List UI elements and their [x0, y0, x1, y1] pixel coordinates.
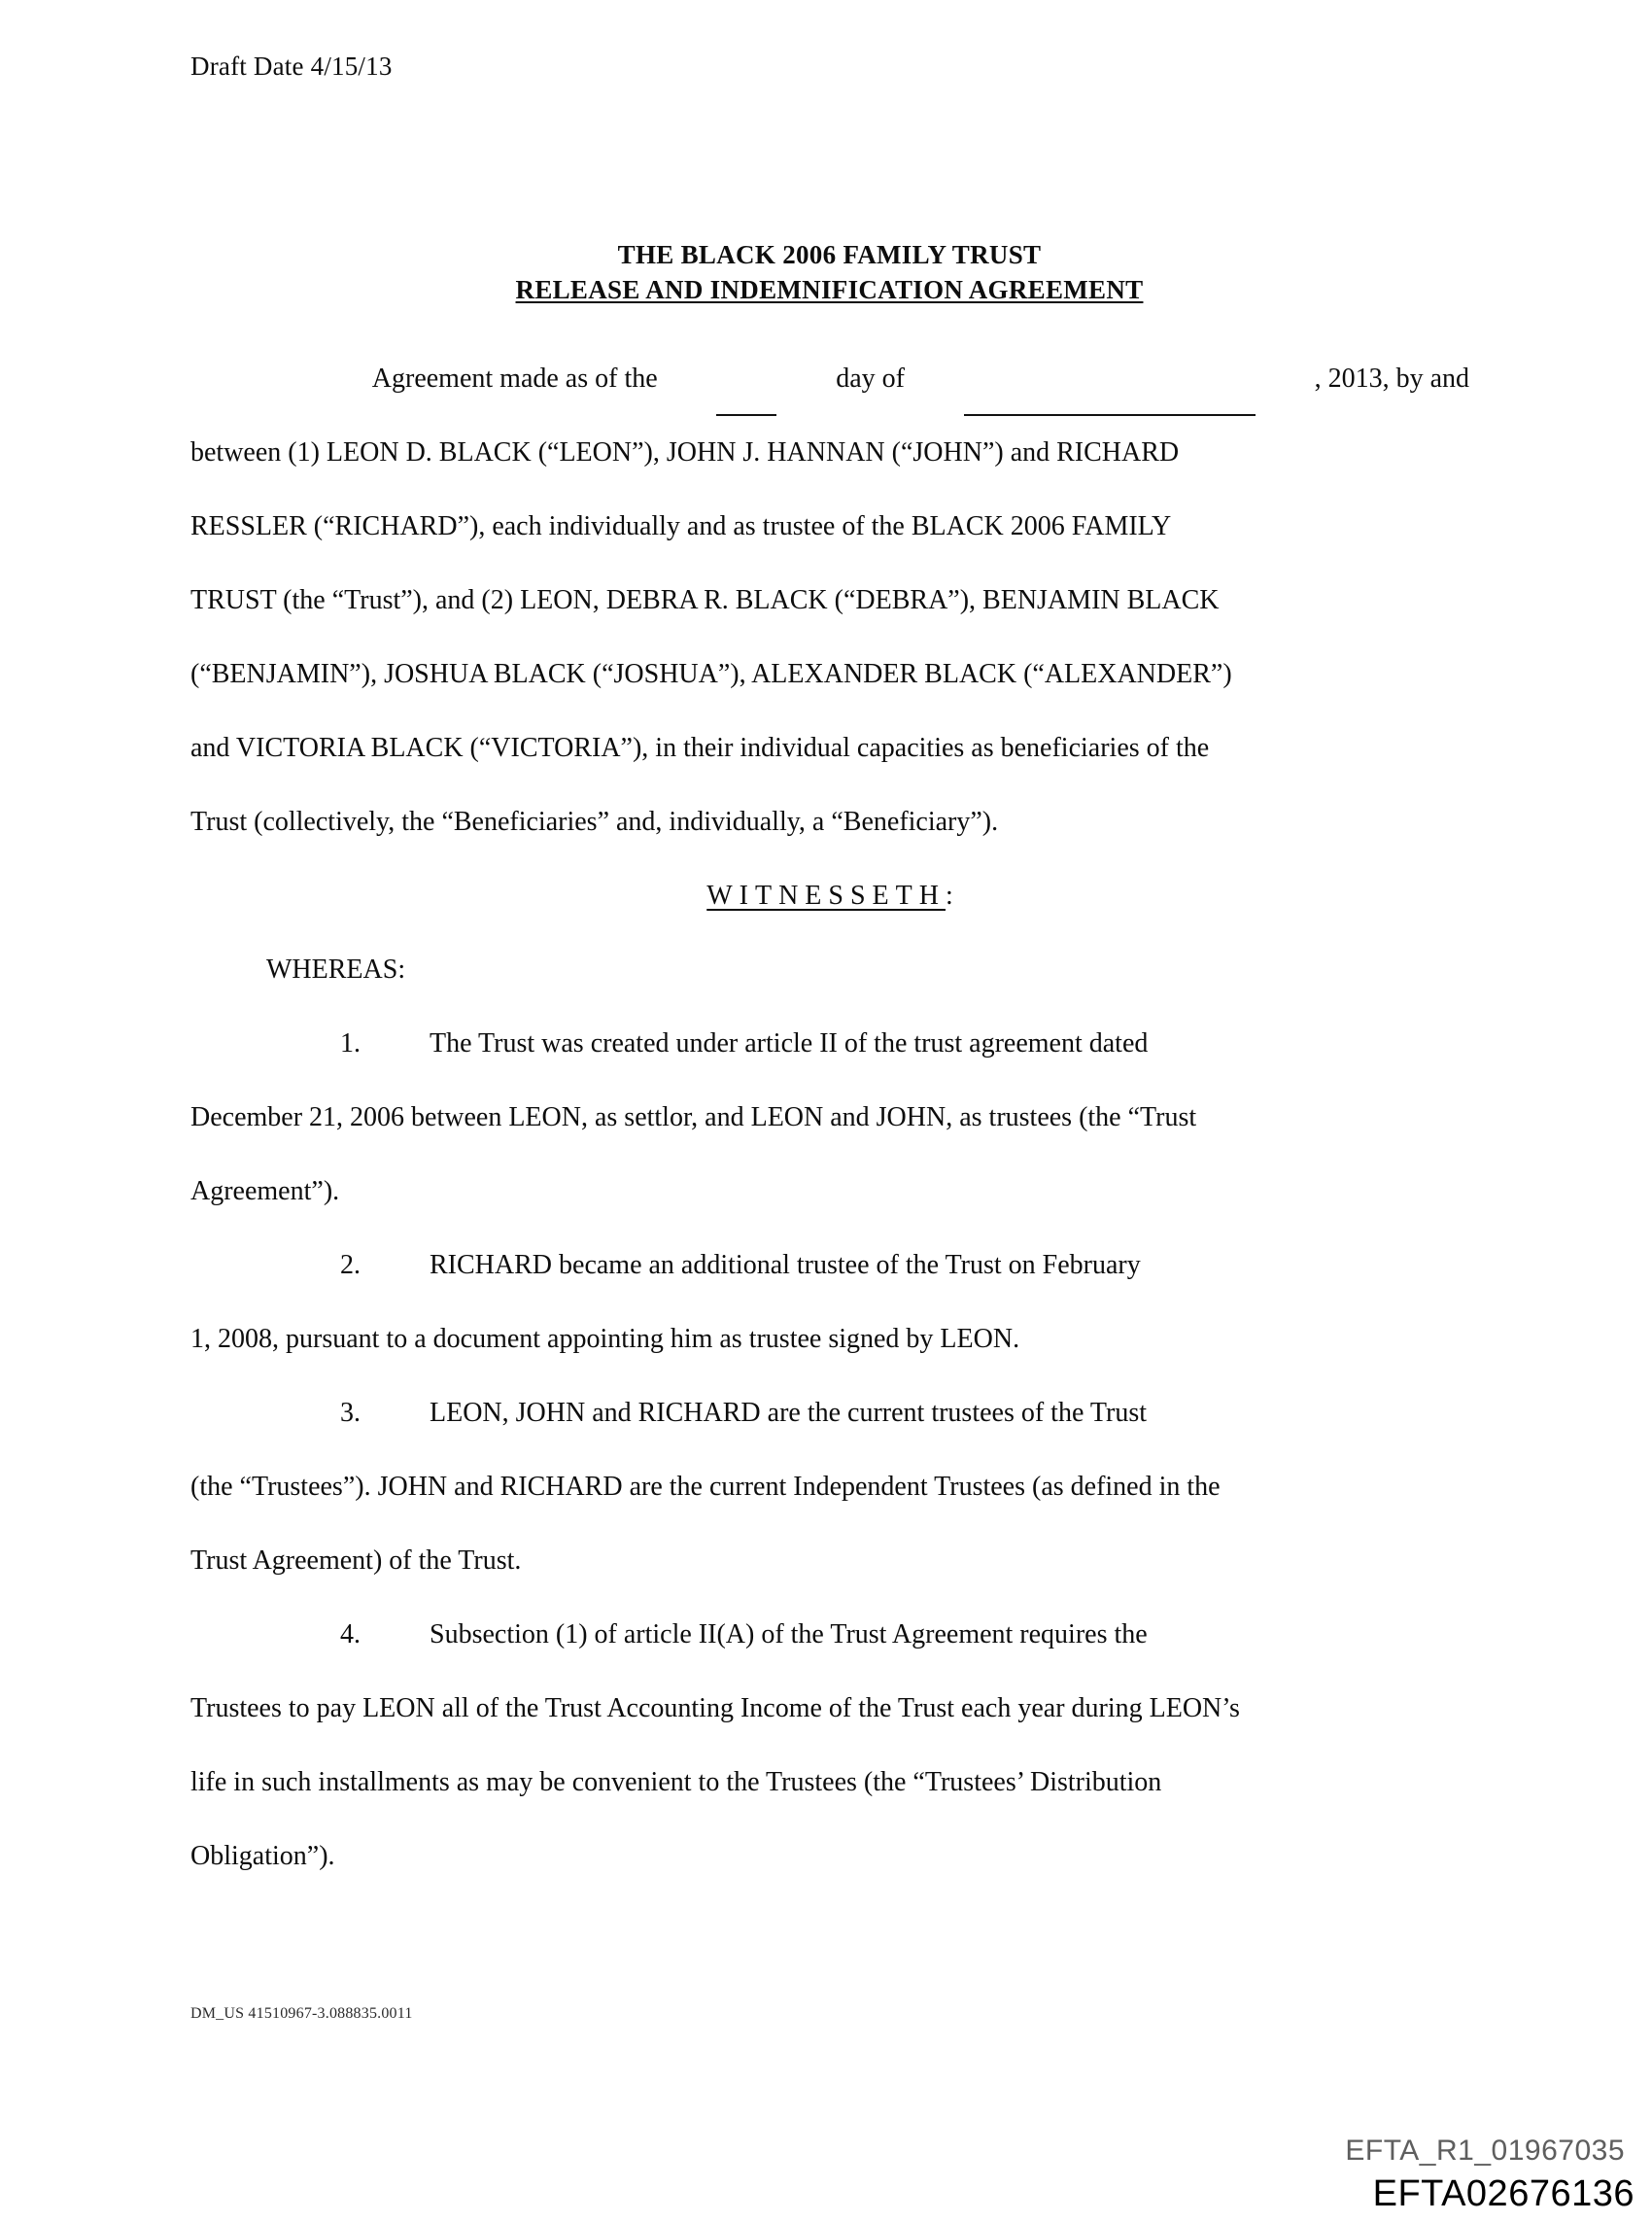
- witnesseth-word: WITNESSETH: [706, 881, 946, 911]
- preamble-line-1: [190, 342, 1469, 416]
- month-blank-field[interactable]: [964, 342, 1256, 416]
- recital-3-text-1: LEON, JOHN and RICHARD are the current trustees of the Trust: [430, 1398, 1147, 1428]
- document-subtitle-text: RELEASE AND INDEMNIFICATION AGREEMENT: [515, 274, 1144, 304]
- preamble-line-3: RESSLER (“RICHARD”), each individually and as trustee of the BLACK 2006 FAMILY: [190, 511, 1172, 541]
- preamble-line-6: and VICTORIA BLACK (“VICTORIA”), in their individual capacities as beneficiaries of the: [190, 733, 1210, 763]
- day-blank-field[interactable]: [716, 342, 776, 416]
- recital-2-line-1: [190, 1229, 1469, 1302]
- preamble-text-a: Agreement made as of the: [371, 364, 658, 394]
- recital-4-line-2: Trustees to pay LEON all of the Trust Accounting Income of the Trust each year during LEON’s: [190, 1693, 1240, 1723]
- preamble-text-c: , 2013, by and: [1314, 364, 1469, 394]
- recital-4-line-4: Obligation”).: [190, 1841, 335, 1871]
- preamble-line-4: TRUST (the “Trust”), and (2) LEON, DEBRA R. BLACK (“DEBRA”), BENJAMIN BLACK: [190, 585, 1220, 615]
- preamble-paragraph: [190, 342, 1469, 859]
- recital-4-text-1: Subsection (1) of article II(A) of the Trust Agreement requires the: [430, 1619, 1148, 1649]
- recital-3: [190, 1376, 1469, 1598]
- recital-4-line-1: [190, 1598, 1469, 1672]
- recital-1-number: 1.: [340, 1028, 361, 1059]
- recital-3-line-2: (the “Trustees”). JOHN and RICHARD are the current Independent Trustees (as defined in the: [190, 1472, 1221, 1502]
- recital-3-line-3: Trust Agreement) of the Trust.: [190, 1545, 522, 1576]
- recital-1: [190, 1007, 1469, 1229]
- recital-4: [190, 1598, 1469, 1893]
- document-reference-number: DM_US 41510967-3.088835.0011: [190, 2005, 413, 2022]
- recital-1-line-1: [190, 1007, 1469, 1081]
- whereas-label: WHEREAS:: [266, 955, 406, 985]
- bates-number-upper: EFTA_R1_01967035: [1345, 2135, 1625, 2167]
- recital-2-text-1: RICHARD became an additional trustee of the Trust on February: [430, 1250, 1141, 1280]
- recital-4-line-3: life in such installments as may be convenient to the Trustees (the “Trustees’ Distribution: [190, 1767, 1162, 1797]
- preamble-line-1-lead: [190, 342, 313, 416]
- document-title-block: [190, 238, 1468, 307]
- recital-3-number: 3.: [340, 1398, 361, 1428]
- witnesseth-colon: :: [945, 881, 953, 911]
- recital-3-line-1: [190, 1376, 1469, 1450]
- preamble-line-7: Trust (collectively, the “Beneficiaries” and, individually, a “Beneficiary”).: [190, 807, 999, 837]
- bates-number-lower: EFTA02676136: [1372, 2173, 1635, 2214]
- recital-1-line-3: Agreement”).: [190, 1176, 340, 1206]
- preamble-text-b: day of: [836, 364, 905, 394]
- preamble-line-5: (“BENJAMIN”), JOSHUA BLACK (“JOSHUA”), ALEXANDER BLACK (“ALEXANDER”): [190, 659, 1232, 689]
- recital-2-number: 2.: [340, 1250, 361, 1280]
- preamble-line-2: between (1) LEON D. BLACK (“LEON”), JOHN J. HANNAN (“JOHN”) and RICHARD: [190, 437, 1180, 468]
- witnesseth-heading: [190, 859, 1469, 933]
- document-title-line-1: THE BLACK 2006 FAMILY TRUST: [617, 240, 1042, 269]
- document-title-line-2: [190, 273, 1468, 308]
- recital-2-line-2: 1, 2008, pursuant to a document appointing him as trustee signed by LEON.: [190, 1324, 1020, 1354]
- draft-date: Draft Date 4/15/13: [190, 52, 393, 81]
- recital-1-line-2: December 21, 2006 between LEON, as settlor, and LEON and JOHN, as trustees (the “Trust: [190, 1102, 1197, 1132]
- recital-2: [190, 1229, 1469, 1376]
- document-body: [190, 342, 1469, 1893]
- recital-4-number: 4.: [340, 1619, 361, 1649]
- recital-1-text-1: The Trust was created under article II of the trust agreement dated: [430, 1028, 1149, 1059]
